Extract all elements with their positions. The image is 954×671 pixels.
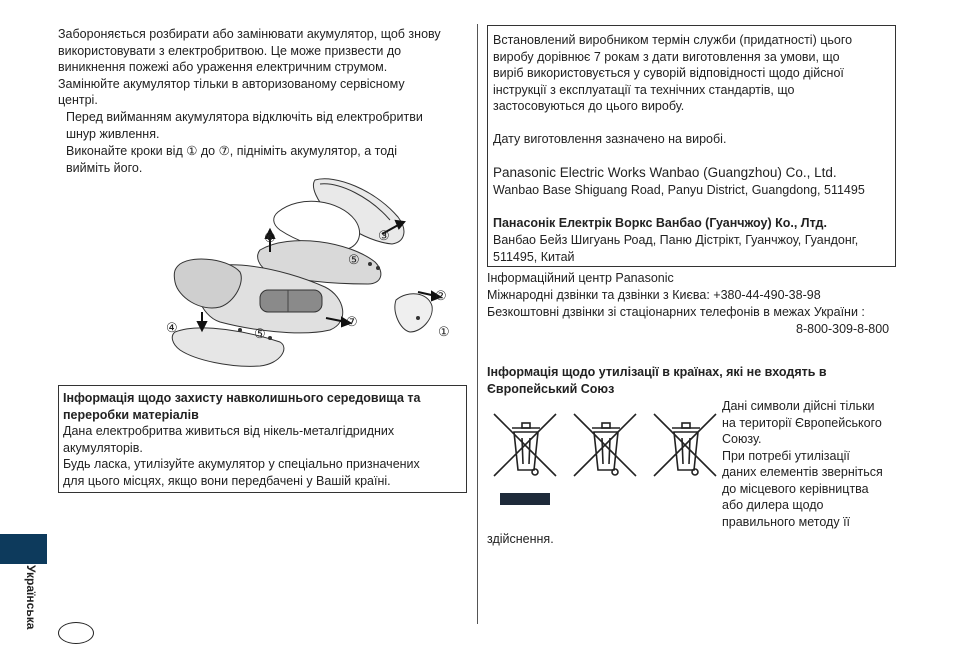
company-address-ua: Ванбао Бейз Шигуань Роад, Паню Дістрікт, Гуанчжоу, Гуандонг, 511495, Китай [493,233,859,264]
shaver-disassembly-illustration [160,172,460,382]
environment-info-box [58,385,467,493]
free-calls-number: 8-800-309-8-800 [796,322,890,336]
info-center-title: Інформаційний центр Panasonic [487,271,674,285]
step-5-marker-top: ⑤ [348,252,360,267]
column-divider [477,24,478,624]
crossed-bin-icon-1 [494,414,556,476]
company-name-en: Panasonic Electric Works Wanbao (Guangzhou) Co., Ltd. [493,165,837,180]
step-4-marker: ④ [166,320,178,335]
step-2-marker: ② [435,288,447,303]
manufacturer-info-box [487,25,896,267]
instruction-step-1: Перед вийманням акумулятора відключіть від електробритви шнур живлення. [66,110,423,141]
disposal-title: Інформація щодо утилізації в країнах, які не входять в Європейський Союз [487,365,827,396]
manufacture-date-note: Дату виготовлення зазначено на виробі. [493,132,727,146]
step-1-marker: ① [438,324,450,339]
step-5-marker-bottom: ⑤ [254,326,266,341]
bin-underbar [500,493,550,505]
language-label: Українська [24,565,38,630]
international-calls: Міжнародні дзвінки та дзвінки з Києва: +380-44-490-38-98 [487,288,821,302]
language-tab [0,534,47,564]
battery-warning: Забороняється розбирати або замінювати акумулятор, щоб знову використовувати з електробритвою. Це може призвести до виникнення пожежі або ураження електричним струмом. Замінюйте акумулятор тільки в авторизованому сервісному центрі. [58,27,441,107]
step-6-marker: ⑥ [264,230,276,245]
disassembly-diagram [160,172,460,382]
crossed-bin-icons [490,410,720,515]
free-calls-label: Безкоштовні дзвінки зі стаціонарних телефонів в межах України : [487,305,865,319]
step-7-marker: ⑦ [346,314,358,329]
page-number-oval [58,622,94,644]
company-name-ua: Панасонік Електрік Воркс Ванбао (Гуанчжоу) Ко., Лтд. [493,216,827,230]
step-3-marker: ③ [378,228,390,243]
disposal-body: Дані символи дійсні тільки на території Європейського Союзу. При потребі утилізації даних елементів зверніться до місцевого керівництва або дилера щодо правильного методу її [722,399,883,529]
service-life-text: Встановлений виробником термін служби (придатності) цього виробу дорівнює 7 рокам з дати виготовлення за умови, що виріб використовується у суворій відповідності щодо дійсної інструкції з експлуатації та технічних стандартів, що застосовуються до цього виробу. [493,33,853,113]
disposal-tail: здійснення. [487,532,554,546]
instruction-step-2: Виконайте кроки від ① до ⑦, підніміть акумулятор, а тоді вийміть його. [66,144,397,175]
disposal-symbols [490,410,720,515]
environment-info-title: Інформація щодо захисту навколишнього середовища та [63,391,421,405]
company-address-en: Wanbao Base Shiguang Road, Panyu District, Guangdong, 511495 [493,183,865,197]
environment-info-content: Інформація щодо захисту навколишнього середовища та переробки матеріалів Дана електробритва живиться від нікель-металгідридних акумуляторів. Будь ласка, утилізуйте акумулятор у спеціально призначених для цього місцях, якщо вони передбачені у Вашій країні. [63,390,463,489]
